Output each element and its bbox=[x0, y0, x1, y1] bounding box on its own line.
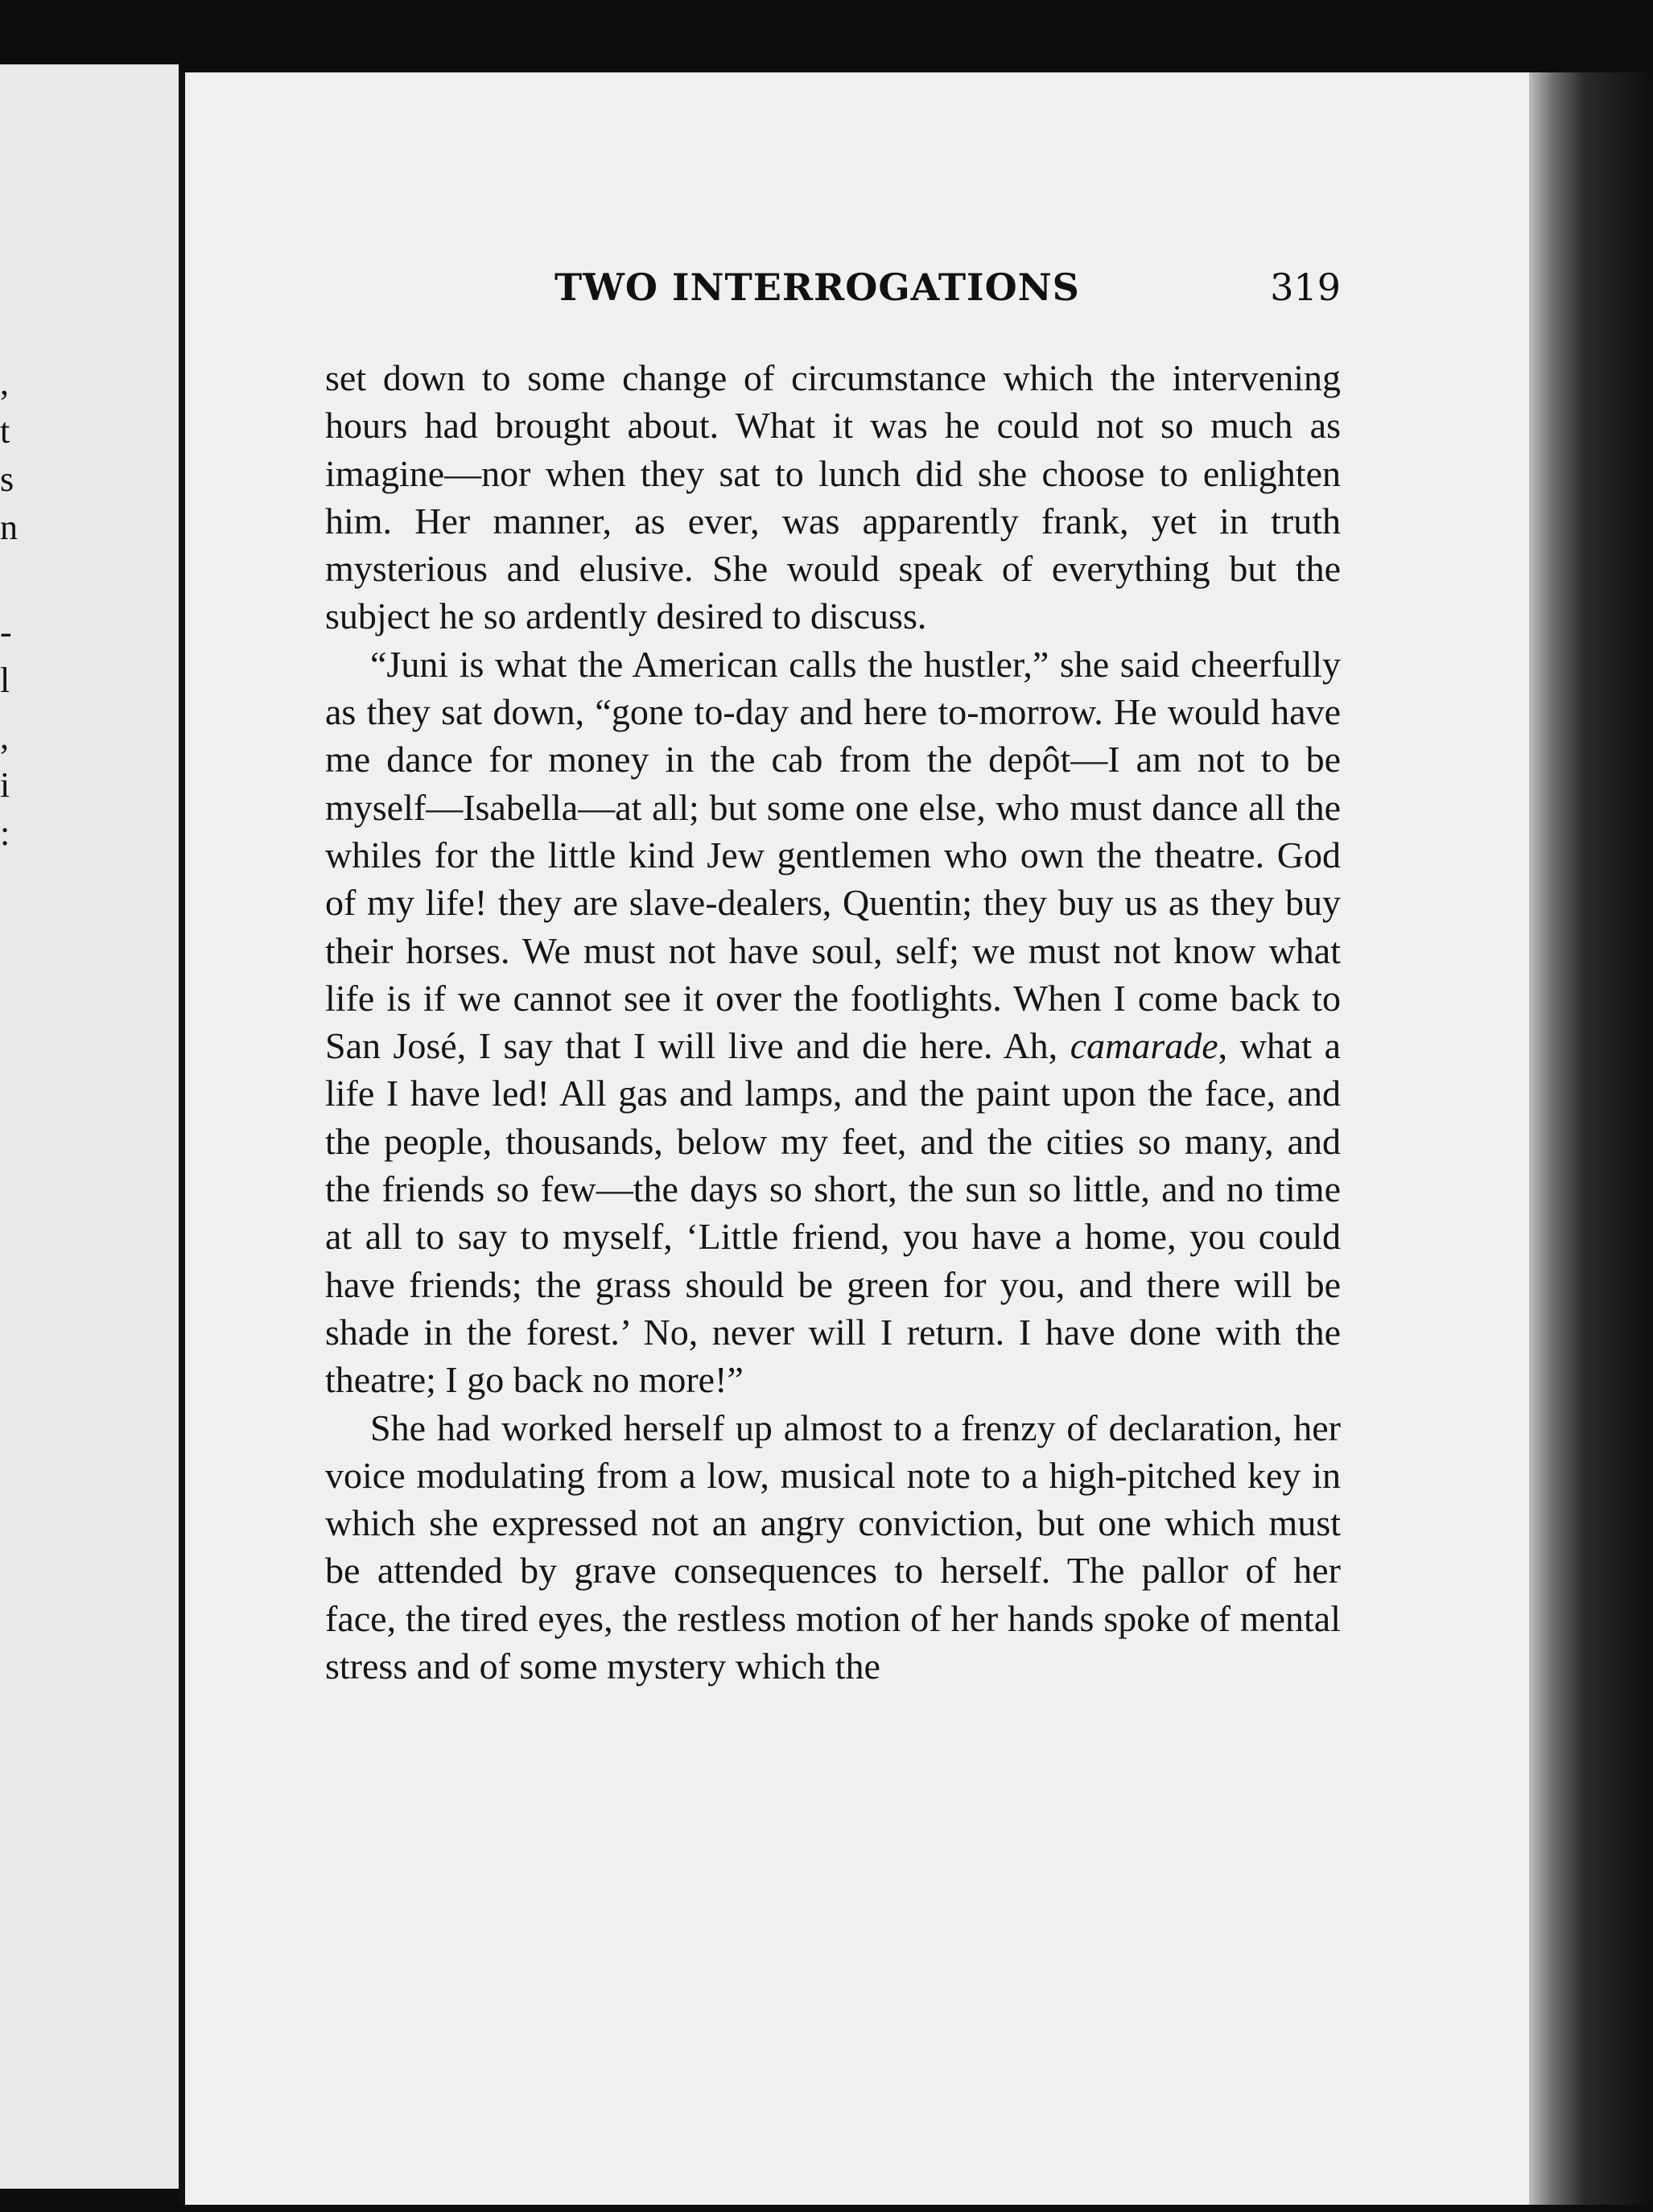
paragraph bbox=[325, 354, 1341, 641]
chapter-title: TWO INTERROGATIONS bbox=[554, 266, 1080, 309]
running-head bbox=[325, 266, 1341, 322]
left-page-fragment: , bbox=[0, 717, 9, 756]
left-page-fragment: s bbox=[0, 459, 14, 499]
book-page-edge bbox=[1529, 72, 1653, 2205]
left-page-edge bbox=[0, 64, 179, 2189]
left-page-fragment: i bbox=[0, 765, 10, 805]
paragraph-text: She had worked herself up almost to a frenzy of declaration, her voice modulating from a low, musical note to a high-pitched key in which she expressed not an angry conviction, but one which must be attended by grave consequences to herself. The pallor of her face, the tired eyes, the restless motion of her hands spoke of mental stress and of some mystery which the bbox=[325, 1407, 1341, 1687]
paragraph-text: “Juni is what the American calls the hustler,” she said cheerfully as they sat down, “gone to-day and here to-morrow. He would have me dance for money in the cab from the depôt—I am not to be myself—Isabella—at all; but some one else, who must dance all the whiles for the little kind Jew gentlemen who own the theatre. God of my life! they are slave-dealers, Quentin; they buy us as they buy their horses. We must not have soul, self; we must not know what life is if we cannot see it over the footlights. When I come back to San José, I say that I will live and die here. Ah, bbox=[325, 643, 1341, 1067]
left-page-fragment: : bbox=[0, 814, 10, 853]
paragraph bbox=[325, 641, 1341, 1404]
italic-text: camarade bbox=[1070, 1025, 1218, 1067]
paragraph bbox=[325, 1404, 1341, 1691]
left-page-fragment: t bbox=[0, 411, 10, 451]
body-text bbox=[325, 354, 1341, 1690]
page-number: 319 bbox=[1270, 266, 1341, 309]
paragraph-text: set down to some change of circumstance which the intervening hours had brought about. What it was he could not so much as imagine—nor when they sat to lunch did she choose to enlighten him. Her manner, as ever, was apparently frank, yet in truth mysterious and elusive. She would speak of everything but the subject he so ardently desired to discuss. bbox=[325, 357, 1341, 637]
left-page-fragment: l bbox=[0, 661, 10, 700]
paragraph-text: , what a life I have led! All gas and lamps, and the paint upon the face, and the people, thousands, below my feet, and the cities so many, and the friends so few—the days so short, the sun so little, and no time at all to say to myself, ‘Little friend, you have a home, you could have friends; the grass should be green for you, and there will be shade in the forest.’ No, never will I return. I have done with the theatre; I go back no more!” bbox=[325, 1025, 1341, 1401]
left-page-fragment: n bbox=[0, 508, 18, 547]
left-page-fragment: - bbox=[0, 612, 12, 652]
book-gutter bbox=[179, 72, 185, 2205]
left-page-fragment: , bbox=[0, 363, 9, 402]
